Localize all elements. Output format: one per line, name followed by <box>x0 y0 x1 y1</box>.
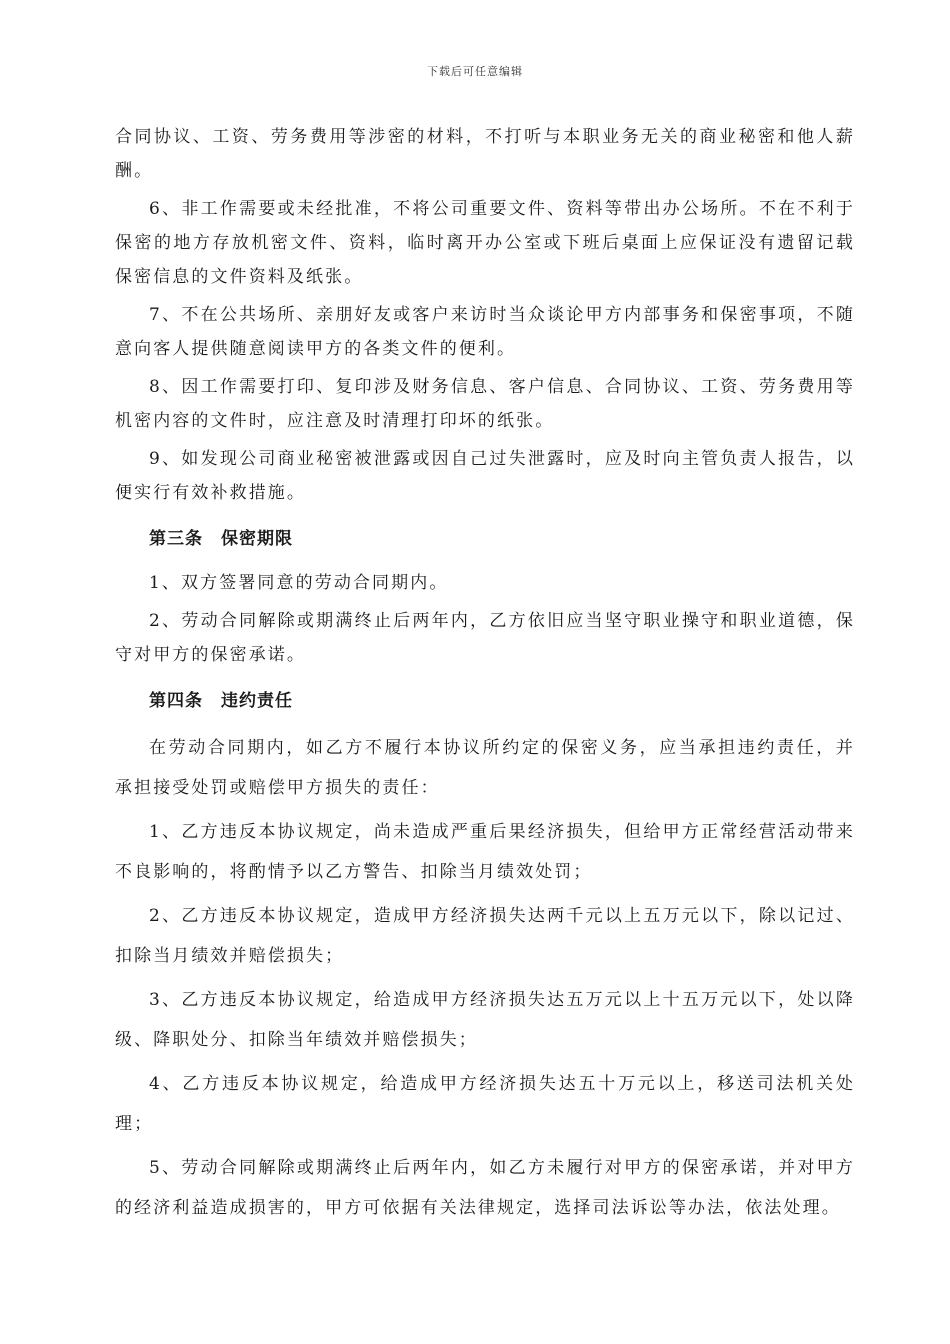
clause-7: 7、不在公共场所、亲朋好友或客户来访时当众谈论甲方内部事务和保密事项，不随意向客人提供随意阅读甲方的各类文件的便利。 <box>115 305 855 359</box>
article-4-item-1: 1、乙方违反本协议规定，尚未造成严重后果经济损失，但给甲方正常经营活动带来不良影响的，将酌情予以乙方警告、扣除当月绩效处罚； <box>115 822 855 882</box>
article-4-item-4: 4、乙方违反本协议规定，给造成甲方经济损失达五十万元以上，移送司法机关处理； <box>115 1074 855 1134</box>
document-body <box>115 120 855 1228</box>
page-header: 下载后可任意编辑 <box>427 65 523 78</box>
article-4-item-3: 3、乙方违反本协议规定，给造成甲方经济损失达五万元以上十五万元以下，处以降级、降职处分、扣除当年绩效并赔偿损失； <box>115 990 855 1050</box>
paragraph-continuation: 合同协议、工资、劳务费用等涉密的材料，不打听与本职业务无关的商业秘密和他人薪酬。 <box>115 127 855 181</box>
article-3-item-1: 1、双方签署同意的劳动合同期内。 <box>149 573 449 593</box>
clause-6: 6、非工作需要或未经批准，不将公司重要文件、资料等带出办公场所。不在不利于保密的地方存放机密文件、资料，临时离开办公室或下班后桌面上应保证没有遗留记载保密信息的文件资料及纸张。 <box>115 199 855 287</box>
clause-8: 8、因工作需要打印、复印涉及财务信息、客户信息、合同协议、工资、劳务费用等机密内容的文件时，应注意及时清理打印坏的纸张。 <box>115 377 855 431</box>
article-3-heading: 第三条 保密期限 <box>149 529 293 549</box>
clause-9: 9、如发现公司商业秘密被泄露或因自己过失泄露时，应及时向主管负责人报告，以便实行有效补救措施。 <box>115 449 855 503</box>
article-4-intro: 在劳动合同期内，如乙方不履行本协议所约定的保密义务，应当承担违约责任，并承担接受处罚或赔偿甲方损失的责任： <box>115 738 855 798</box>
article-3-item-2: 2、劳动合同解除或期满终止后两年内，乙方依旧应当坚守职业操守和职业道德，保守对甲方的保密承诺。 <box>115 611 855 665</box>
article-4-heading: 第四条 违约责任 <box>149 691 293 711</box>
article-4-item-2: 2、乙方违反本协议规定，造成甲方经济损失达两千元以上五万元以下，除以记过、扣除当月绩效并赔偿损失； <box>115 906 855 966</box>
article-4-item-5: 5、劳动合同解除或期满终止后两年内，如乙方未履行对甲方的保密承诺，并对甲方的经济利益造成损害的，甲方可依据有关法律规定，选择司法诉讼等办法，依法处理。 <box>115 1158 855 1218</box>
